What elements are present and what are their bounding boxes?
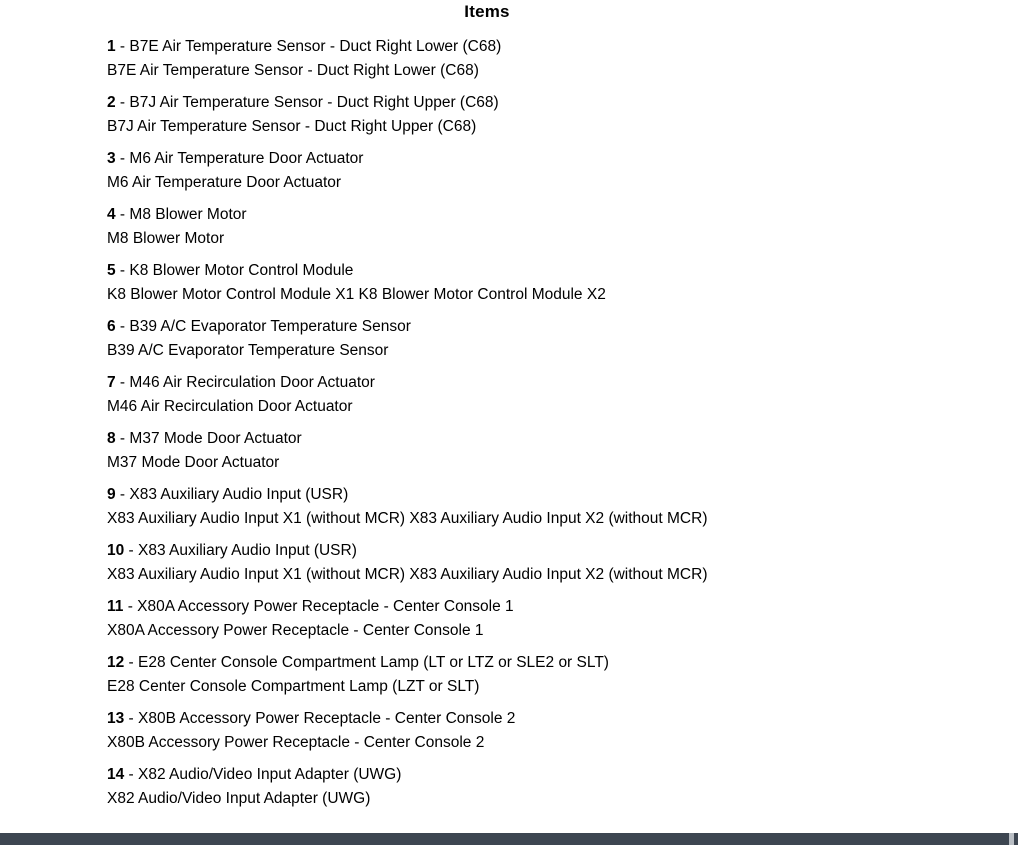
- item-title: M8 Blower Motor: [129, 206, 247, 223]
- item-number: 8: [107, 430, 116, 447]
- item-number: 1: [107, 38, 116, 55]
- item-title: X83 Auxiliary Audio Input (USR): [129, 486, 349, 503]
- item-description: M46 Air Recirculation Door Actuator: [107, 398, 353, 415]
- item-header: [107, 539, 867, 563]
- item-separator: -: [115, 318, 130, 335]
- item-separator: -: [123, 598, 138, 615]
- item-description: M6 Air Temperature Door Actuator: [107, 174, 342, 191]
- item-header: [107, 595, 867, 619]
- item-header: [107, 315, 867, 339]
- item-description: X80A Accessory Power Receptacle - Center Console 1: [107, 622, 484, 639]
- item-description: X82 Audio/Video Input Adapter (UWG): [107, 790, 371, 807]
- item-header: [107, 371, 867, 395]
- item-number: 3: [107, 150, 116, 167]
- item-header: [107, 147, 867, 171]
- items-list: [107, 35, 867, 811]
- item-header: [107, 483, 867, 507]
- item-group: [107, 371, 867, 419]
- item-description: X80B Accessory Power Receptacle - Center Console 2: [107, 734, 485, 751]
- item-number: 9: [107, 486, 116, 503]
- item-description: B39 A/C Evaporator Temperature Sensor: [107, 342, 389, 359]
- item-number: 12: [107, 654, 125, 671]
- item-title: E28 Center Console Compartment Lamp (LT or LTZ or SLE2 or SLT): [138, 654, 609, 671]
- item-header: [107, 707, 867, 731]
- item-description: M37 Mode Door Actuator: [107, 454, 280, 471]
- item-group: [107, 707, 867, 755]
- item-title: B7J Air Temperature Sensor - Duct Right Upper (C68): [129, 94, 499, 111]
- item-group: [107, 427, 867, 475]
- item-header: [107, 259, 867, 283]
- item-separator: -: [115, 94, 130, 111]
- item-description: X83 Auxiliary Audio Input X1 (without MCR) X83 Auxiliary Audio Input X2 (without MCR): [107, 510, 708, 527]
- item-group: [107, 91, 867, 139]
- item-separator: -: [124, 766, 139, 783]
- item-header: [107, 427, 867, 451]
- item-title: B39 A/C Evaporator Temperature Sensor: [129, 318, 411, 335]
- item-group: [107, 259, 867, 307]
- bottom-bar: [0, 833, 1018, 845]
- item-number: 4: [107, 206, 116, 223]
- item-number: 10: [107, 542, 125, 559]
- item-header: [107, 35, 867, 59]
- item-title: X83 Auxiliary Audio Input (USR): [138, 542, 357, 559]
- item-separator: -: [115, 150, 130, 167]
- item-title: M6 Air Temperature Door Actuator: [129, 150, 364, 167]
- item-description: B7E Air Temperature Sensor - Duct Right Lower (C68): [107, 62, 479, 79]
- item-number: 5: [107, 262, 116, 279]
- item-description: M8 Blower Motor: [107, 230, 225, 247]
- item-title: X82 Audio/Video Input Adapter (UWG): [138, 766, 402, 783]
- item-separator: -: [115, 206, 130, 223]
- item-group: [107, 539, 867, 587]
- item-separator: -: [115, 486, 130, 503]
- item-group: [107, 203, 867, 251]
- item-header: [107, 651, 867, 675]
- item-title: B7E Air Temperature Sensor - Duct Right Lower (C68): [129, 38, 502, 55]
- scrollbar-thumb[interactable]: [1009, 833, 1014, 845]
- item-separator: -: [124, 654, 139, 671]
- item-description: X83 Auxiliary Audio Input X1 (without MCR) X83 Auxiliary Audio Input X2 (without MCR): [107, 566, 708, 583]
- item-title: K8 Blower Motor Control Module: [129, 262, 354, 279]
- item-separator: -: [115, 262, 130, 279]
- item-title: X80A Accessory Power Receptacle - Center Console 1: [137, 598, 514, 615]
- item-title: M37 Mode Door Actuator: [129, 430, 302, 447]
- item-description: K8 Blower Motor Control Module X1 K8 Blower Motor Control Module X2: [107, 286, 606, 303]
- item-number: 11: [107, 598, 124, 615]
- item-separator: -: [115, 430, 130, 447]
- page-title: Items: [464, 2, 510, 21]
- item-group: [107, 483, 867, 531]
- item-separator: -: [124, 710, 139, 727]
- item-number: 6: [107, 318, 116, 335]
- items-legend: [107, 0, 867, 819]
- item-separator: -: [115, 374, 130, 391]
- item-group: [107, 315, 867, 363]
- item-number: 13: [107, 710, 125, 727]
- item-header: [107, 91, 867, 115]
- item-group: [107, 595, 867, 643]
- item-title: M46 Air Recirculation Door Actuator: [129, 374, 375, 391]
- item-group: [107, 763, 867, 811]
- item-number: 14: [107, 766, 125, 783]
- item-number: 7: [107, 374, 116, 391]
- item-header: [107, 203, 867, 227]
- item-group: [107, 147, 867, 195]
- item-number: 2: [107, 94, 116, 111]
- item-description: E28 Center Console Compartment Lamp (LZT or SLT): [107, 678, 480, 695]
- item-separator: -: [115, 38, 130, 55]
- item-title: X80B Accessory Power Receptacle - Center Console 2: [138, 710, 516, 727]
- item-header: [107, 763, 867, 787]
- item-description: B7J Air Temperature Sensor - Duct Right Upper (C68): [107, 118, 477, 135]
- item-separator: -: [124, 542, 139, 559]
- item-group: [107, 651, 867, 699]
- item-group: [107, 35, 867, 83]
